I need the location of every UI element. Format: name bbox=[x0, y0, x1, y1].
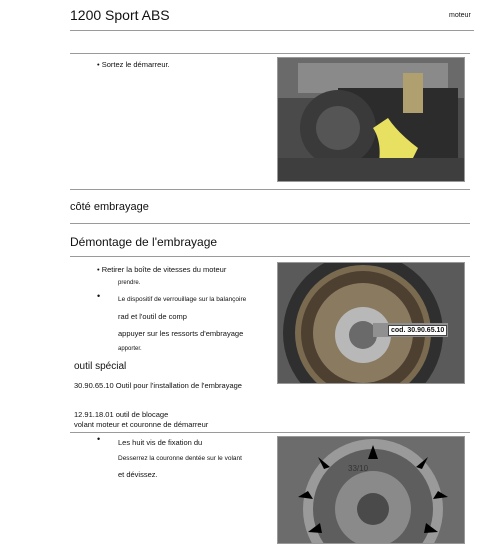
step-text: • Retirer la boîte de vitesses du moteur bbox=[97, 265, 227, 274]
step-text: appuyer sur les ressorts d'embrayage bbox=[118, 329, 244, 338]
header-divider bbox=[70, 30, 474, 31]
special-tool-item: 30.90.65.10 Outil pour l'installation de l'embrayage bbox=[74, 381, 242, 390]
special-tool-title: outil spécial bbox=[74, 361, 127, 372]
step-text: Desserrez la couronne dentée sur le volant bbox=[118, 455, 242, 462]
divider bbox=[70, 53, 470, 54]
page-title: 1200 Sport ABS bbox=[70, 7, 170, 23]
starter-photo bbox=[277, 57, 465, 182]
special-tool-item: 12.91.18.01 outil de blocage bbox=[74, 410, 169, 419]
divider bbox=[70, 189, 470, 190]
section-heading: Démontage de l'embrayage bbox=[70, 235, 218, 249]
section-label: moteur bbox=[449, 12, 471, 19]
divider bbox=[70, 432, 470, 433]
step-text: Les huit vis de fixation du bbox=[118, 438, 203, 447]
flywheel-photo bbox=[277, 436, 465, 544]
step-text: • Sortez le démarreur. bbox=[97, 60, 170, 69]
bullet: • bbox=[97, 434, 101, 444]
tool-code-label: cod. 30.90.65.10 bbox=[388, 325, 447, 336]
side-heading: côté embrayage bbox=[70, 201, 149, 213]
divider bbox=[70, 223, 470, 224]
step-text: rad et l'outil de comp bbox=[118, 312, 187, 321]
divider bbox=[70, 256, 470, 257]
step-text: apporter. bbox=[118, 346, 142, 352]
step-text: prendre. bbox=[118, 280, 141, 286]
special-tool-item: volant moteur et couronne de démarreur bbox=[74, 420, 209, 429]
step-text: Le dispositif de verrouillage sur la balançoire bbox=[118, 296, 247, 303]
flywheel-marking: 33/10 bbox=[348, 464, 369, 473]
clutch-tool-photo bbox=[277, 262, 465, 384]
bullet: • bbox=[97, 291, 101, 301]
step-text: et dévissez. bbox=[118, 470, 158, 479]
